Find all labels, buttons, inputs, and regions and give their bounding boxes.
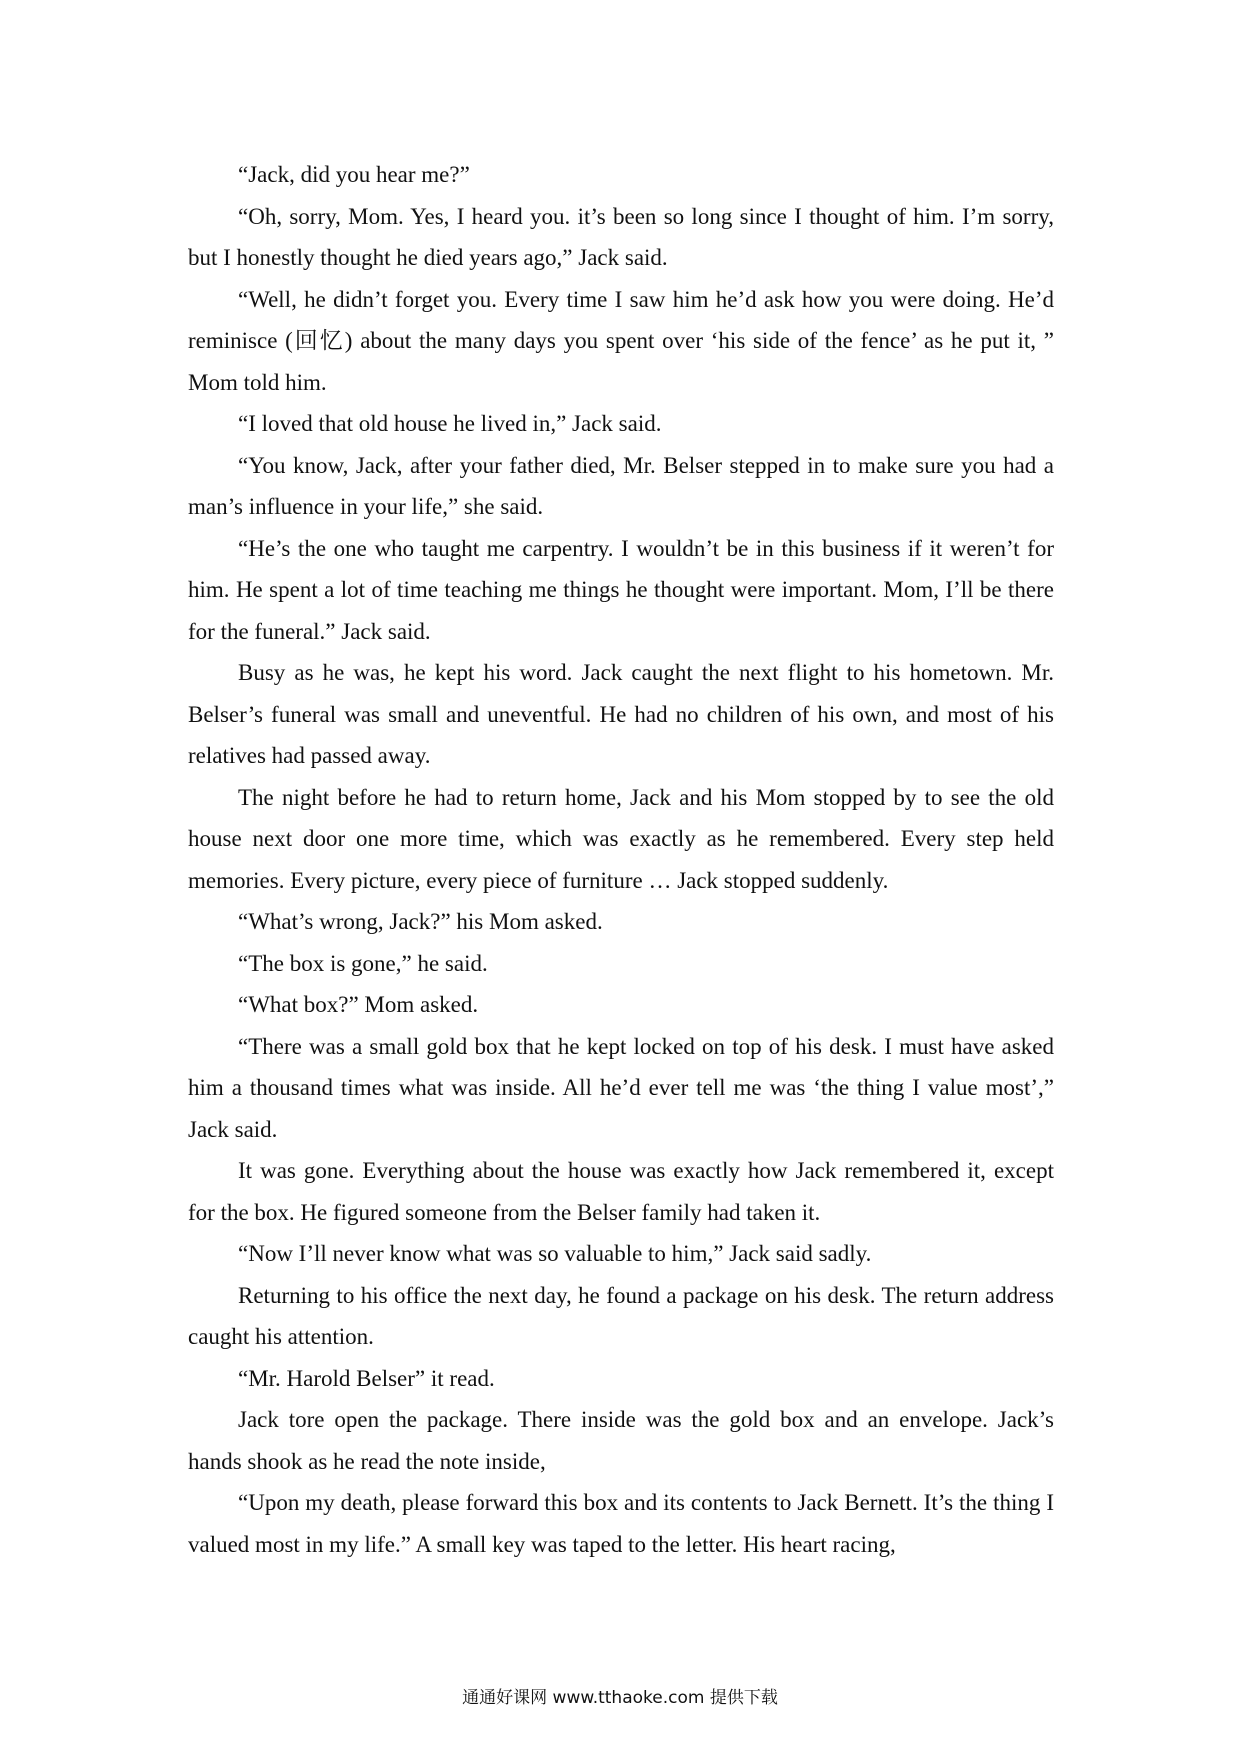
- paragraph: The night before he had to return home, Jack and his Mom stopped by to see the old house next door one more time, which was exactly as he remembered. Every step held memories. Every picture, every piece of furniture … Jack stopped suddenly.: [188, 784, 1054, 893]
- paragraph: Busy as he was, he kept his word. Jack caught the next flight to his hometown. Mr. Belser’s funeral was small and uneventful. He had no children of his own, and most of his relatives had passed away.: [188, 660, 1054, 768]
- story-text: [188, 154, 1054, 1565]
- paragraph: “He’s the one who taught me carpentry. I wouldn’t be in this business if it weren’t for him. He spent a lot of time teaching me things he thought were important. Mom, I’ll be there for the funeral.” Jack said.: [188, 535, 1054, 644]
- paragraph: “What box?” Mom asked.: [238, 992, 479, 1017]
- page-footer: 通通好课网 www.tthaoke.com 提供下载: [462, 1688, 778, 1708]
- paragraph: “The box is gone,” he said.: [238, 950, 488, 976]
- paragraph: “You know, Jack, after your father died, Mr. Belser stepped in to make sure you had a man’s influence in your life,” she said.: [188, 452, 1054, 519]
- paragraph: “Jack, did you hear me?”: [238, 162, 470, 187]
- paragraph: “Well, he didn’t forget you. Every time I saw him he’d ask how you were doing. He’d reminisce (回忆) about the many days you spent over ‘his side of the fence’ as he put it, ” Mom told him.: [188, 286, 1054, 395]
- paragraph: “Upon my death, please forward this box and its contents to Jack Bernett. It’s the thing I valued most in my life.” A small key was taped to the letter. His heart racing,: [188, 1490, 1054, 1557]
- paragraph: “Oh, sorry, Mom. Yes, I heard you. it’s been so long since I thought of him. I’m sorry, but I honestly thought he died years ago,” Jack said.: [188, 203, 1054, 270]
- paragraph: “Mr. Harold Belser” it read.: [238, 1365, 495, 1391]
- paragraph: “I loved that old house he lived in,” Jack said.: [238, 411, 662, 436]
- paragraph: Returning to his office the next day, he found a package on his desk. The return address caught his attention.: [188, 1282, 1054, 1349]
- paragraph: “There was a small gold box that he kept locked on top of his desk. I must have asked him a thousand times what was inside. All he’d ever tell me was ‘the thing I value most’,” Jack said.: [188, 1033, 1054, 1142]
- paragraph: Jack tore open the package. There inside was the gold box and an envelope. Jack’s hands shook as he read the note inside,: [188, 1407, 1054, 1474]
- paragraph: It was gone. Everything about the house was exactly how Jack remembered it, except for the box. He figured someone from the Belser family had taken it.: [188, 1158, 1054, 1225]
- paragraph: “Now I’ll never know what was so valuable to him,” Jack said sadly.: [238, 1241, 872, 1266]
- paragraph: “What’s wrong, Jack?” his Mom asked.: [238, 909, 603, 934]
